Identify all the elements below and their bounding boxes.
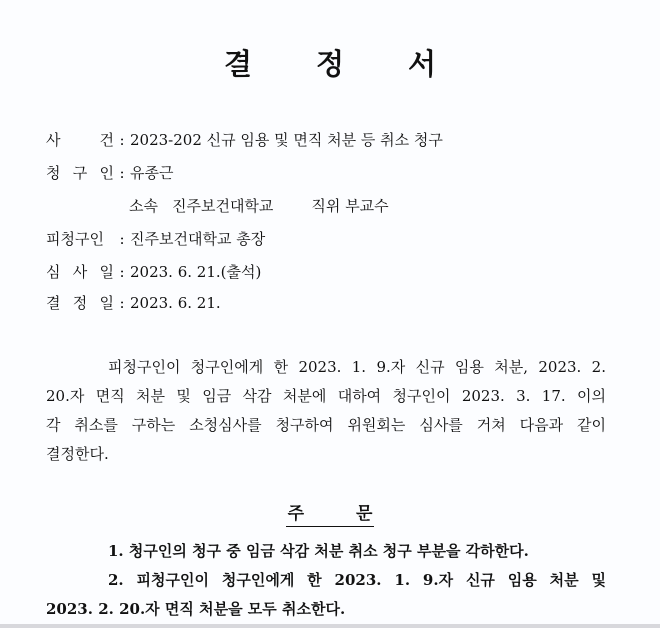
field-colon: : xyxy=(119,230,125,248)
position-label: 직위 xyxy=(311,197,341,215)
field-respondent xyxy=(46,228,265,250)
field-value: 2023. 6. 21.(출석) xyxy=(130,263,262,281)
field-value: 진주보건대학교 총장 xyxy=(130,230,266,248)
claimant-detail xyxy=(129,195,389,217)
title-char: 정 xyxy=(315,47,344,81)
position-value: 부교수 xyxy=(345,197,389,215)
order-item-1: 1. 청구인의 청구 중 임금 삭감 처분 취소 청구 부분을 각하한다. xyxy=(108,542,529,560)
field-label: 심 사 일 xyxy=(46,263,114,281)
affiliation-label: 소속 xyxy=(129,197,158,215)
field-label: 피청구인 xyxy=(46,230,104,248)
field-colon: : xyxy=(119,164,125,182)
order-item-2: 2. 피청구인이 청구인에게 한 2023. 1. 9.자 신규 임용 처분 및 xyxy=(108,571,606,589)
order-heading-char: 주 xyxy=(287,504,304,524)
field-case xyxy=(46,129,443,151)
field-colon: : xyxy=(119,263,125,281)
field-claimant xyxy=(46,162,173,184)
document-title xyxy=(0,42,660,83)
title-char: 서 xyxy=(408,47,437,81)
field-label: 사 건 xyxy=(46,131,114,149)
order-heading-char: 문 xyxy=(356,504,373,524)
field-label: 결 정 일 xyxy=(46,294,114,312)
field-decision-date xyxy=(46,292,221,314)
page-bottom-edge xyxy=(0,624,660,628)
field-value: 2023-202 신규 임용 및 면직 처분 등 취소 청구 xyxy=(130,131,443,149)
order-heading xyxy=(0,503,660,527)
field-review-date xyxy=(46,261,261,283)
preamble-line: 결정한다. xyxy=(46,445,109,463)
preamble-paragraph xyxy=(46,353,606,469)
field-label: 청 구 인 xyxy=(46,164,114,182)
field-colon: : xyxy=(119,294,125,312)
preamble-line: 피청구인이 청구인에게 한 2023. 1. 9.자 신규 임용 처분, 2023. 2. xyxy=(108,358,606,376)
title-char: 결 xyxy=(223,47,252,81)
field-value: 2023. 6. 21. xyxy=(130,294,221,312)
affiliation-value: 진주보건대학교 xyxy=(171,197,274,215)
preamble-line: 20.자 면직 처분 및 임금 삭감 처분에 대하여 청구인이 2023. 3. 17. 이의 xyxy=(46,387,606,405)
field-colon: : xyxy=(119,131,125,149)
order-body xyxy=(46,537,606,624)
field-value: 유종근 xyxy=(130,164,174,182)
preamble-line: 각 취소를 구하는 소청심사를 청구하여 위원회는 심사를 거쳐 다음과 같이 xyxy=(46,416,606,434)
order-item-2-cont: 2023. 2. 20.자 면직 처분을 모두 취소한다. xyxy=(46,600,346,618)
